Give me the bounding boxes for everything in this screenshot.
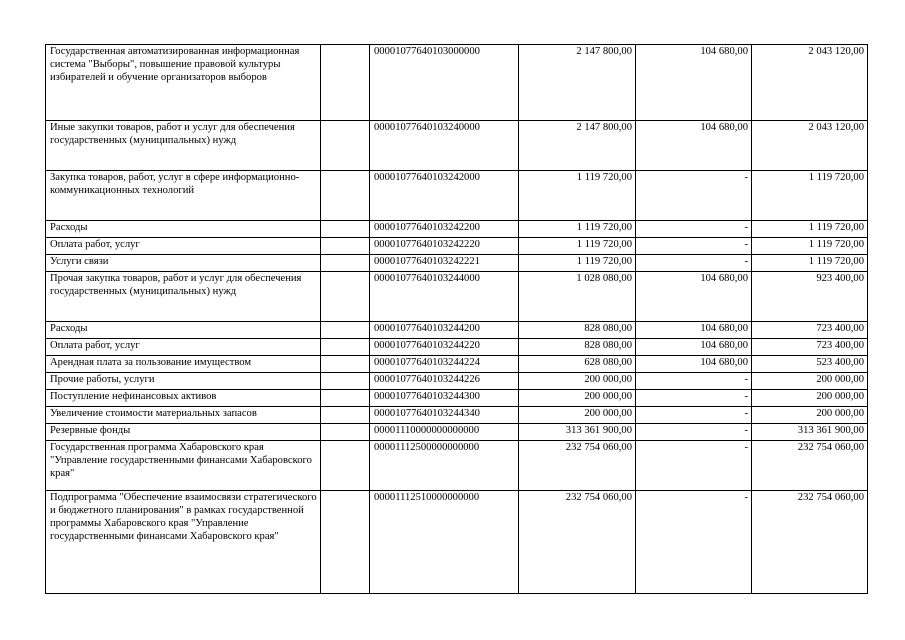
row-unexecuted: 2 043 120,00 bbox=[752, 121, 868, 171]
empty-cell bbox=[321, 407, 370, 424]
row-code: 00001077640103244300 bbox=[370, 390, 519, 407]
table-row bbox=[46, 373, 868, 390]
row-code: 00001110000000000000 bbox=[370, 424, 519, 441]
table-row bbox=[46, 339, 868, 356]
row-executed: - bbox=[636, 407, 752, 424]
row-unexecuted: 232 754 060,00 bbox=[752, 441, 868, 491]
row-unexecuted: 200 000,00 bbox=[752, 390, 868, 407]
row-executed: - bbox=[636, 491, 752, 594]
row-unexecuted: 723 400,00 bbox=[752, 322, 868, 339]
row-approved: 313 361 900,00 bbox=[519, 424, 636, 441]
table-row bbox=[46, 390, 868, 407]
row-name: Государственная автоматизированная информационная система "Выборы", повышение правовой культуры избирателей и обучение организаторов выборов bbox=[46, 45, 321, 121]
table-row bbox=[46, 171, 868, 221]
row-approved: 628 080,00 bbox=[519, 356, 636, 373]
row-code: 00001077640103242220 bbox=[370, 238, 519, 255]
row-unexecuted: 232 754 060,00 bbox=[752, 491, 868, 594]
row-unexecuted: 1 119 720,00 bbox=[752, 255, 868, 272]
report-page bbox=[45, 44, 868, 594]
row-code: 00001077640103244200 bbox=[370, 322, 519, 339]
row-name: Поступление нефинансовых активов bbox=[46, 390, 321, 407]
row-name: Услуги связи bbox=[46, 255, 321, 272]
row-unexecuted: 2 043 120,00 bbox=[752, 45, 868, 121]
row-name: Расходы bbox=[46, 322, 321, 339]
empty-cell bbox=[321, 356, 370, 373]
row-approved: 2 147 800,00 bbox=[519, 45, 636, 121]
row-approved: 2 147 800,00 bbox=[519, 121, 636, 171]
row-executed: - bbox=[636, 171, 752, 221]
row-code: 00001077640103242000 bbox=[370, 171, 519, 221]
row-name: Закупка товаров, работ, услуг в сфере информационно-коммуникационных технологий bbox=[46, 171, 321, 221]
empty-cell bbox=[321, 441, 370, 491]
row-code: 00001112500000000000 bbox=[370, 441, 519, 491]
row-name: Оплата работ, услуг bbox=[46, 339, 321, 356]
row-code: 00001077640103242221 bbox=[370, 255, 519, 272]
row-executed: 104 680,00 bbox=[636, 45, 752, 121]
row-approved: 232 754 060,00 bbox=[519, 491, 636, 594]
empty-cell bbox=[321, 373, 370, 390]
row-approved: 1 119 720,00 bbox=[519, 221, 636, 238]
table-row bbox=[46, 322, 868, 339]
row-name: Иные закупки товаров, работ и услуг для обеспечения государственных (муниципальных) нужд bbox=[46, 121, 321, 171]
row-code: 00001077640103000000 bbox=[370, 45, 519, 121]
row-unexecuted: 200 000,00 bbox=[752, 407, 868, 424]
row-approved: 200 000,00 bbox=[519, 407, 636, 424]
empty-cell bbox=[321, 171, 370, 221]
row-name: Подпрограмма "Обеспечение взаимосвязи стратегического и бюджетного планирования" в рамках государственной программы Хабаровского края "Управление государственными финансами Хабаровского края" bbox=[46, 491, 321, 594]
row-unexecuted: 1 119 720,00 bbox=[752, 238, 868, 255]
row-executed: - bbox=[636, 441, 752, 491]
row-executed: 104 680,00 bbox=[636, 339, 752, 356]
row-unexecuted: 1 119 720,00 bbox=[752, 171, 868, 221]
table-row bbox=[46, 121, 868, 171]
row-name: Арендная плата за пользование имуществом bbox=[46, 356, 321, 373]
empty-cell bbox=[321, 339, 370, 356]
row-unexecuted: 923 400,00 bbox=[752, 272, 868, 322]
row-approved: 200 000,00 bbox=[519, 373, 636, 390]
row-approved: 200 000,00 bbox=[519, 390, 636, 407]
empty-cell bbox=[321, 390, 370, 407]
row-code: 00001077640103240000 bbox=[370, 121, 519, 171]
row-code: 00001077640103244224 bbox=[370, 356, 519, 373]
table-row bbox=[46, 491, 868, 594]
row-executed: - bbox=[636, 221, 752, 238]
table-row bbox=[46, 407, 868, 424]
row-name: Прочие работы, услуги bbox=[46, 373, 321, 390]
row-code: 00001077640103244000 bbox=[370, 272, 519, 322]
empty-cell bbox=[321, 221, 370, 238]
empty-cell bbox=[321, 424, 370, 441]
row-executed: 104 680,00 bbox=[636, 272, 752, 322]
row-approved: 828 080,00 bbox=[519, 339, 636, 356]
row-executed: - bbox=[636, 424, 752, 441]
row-unexecuted: 200 000,00 bbox=[752, 373, 868, 390]
row-name: Прочая закупка товаров, работ и услуг для обеспечения государственных (муниципальных) нужд bbox=[46, 272, 321, 322]
row-approved: 828 080,00 bbox=[519, 322, 636, 339]
table-row bbox=[46, 221, 868, 238]
row-name: Расходы bbox=[46, 221, 321, 238]
table-row bbox=[46, 424, 868, 441]
table-row bbox=[46, 45, 868, 121]
row-name: Государственная программа Хабаровского края "Управление государственными финансами Хабаровского края" bbox=[46, 441, 321, 491]
row-unexecuted: 523 400,00 bbox=[752, 356, 868, 373]
empty-cell bbox=[321, 322, 370, 339]
row-executed: - bbox=[636, 373, 752, 390]
row-executed: 104 680,00 bbox=[636, 121, 752, 171]
empty-cell bbox=[321, 238, 370, 255]
empty-cell bbox=[321, 121, 370, 171]
row-code: 00001077640103244220 bbox=[370, 339, 519, 356]
row-code: 00001077640103244226 bbox=[370, 373, 519, 390]
row-code: 00001077640103244340 bbox=[370, 407, 519, 424]
table-row bbox=[46, 272, 868, 322]
row-executed: 104 680,00 bbox=[636, 322, 752, 339]
table-row bbox=[46, 255, 868, 272]
row-approved: 1 119 720,00 bbox=[519, 171, 636, 221]
row-approved: 232 754 060,00 bbox=[519, 441, 636, 491]
row-code: 00001112510000000000 bbox=[370, 491, 519, 594]
table-body bbox=[46, 45, 868, 594]
row-executed: 104 680,00 bbox=[636, 356, 752, 373]
row-executed: - bbox=[636, 255, 752, 272]
row-approved: 1 028 080,00 bbox=[519, 272, 636, 322]
table-row bbox=[46, 238, 868, 255]
row-code: 00001077640103242200 bbox=[370, 221, 519, 238]
empty-cell bbox=[321, 255, 370, 272]
row-name: Оплата работ, услуг bbox=[46, 238, 321, 255]
row-approved: 1 119 720,00 bbox=[519, 255, 636, 272]
row-name: Увеличение стоимости материальных запасов bbox=[46, 407, 321, 424]
row-approved: 1 119 720,00 bbox=[519, 238, 636, 255]
budget-execution-table bbox=[45, 44, 868, 594]
empty-cell bbox=[321, 272, 370, 322]
row-unexecuted: 1 119 720,00 bbox=[752, 221, 868, 238]
row-unexecuted: 313 361 900,00 bbox=[752, 424, 868, 441]
row-unexecuted: 723 400,00 bbox=[752, 339, 868, 356]
empty-cell bbox=[321, 491, 370, 594]
row-name: Резервные фонды bbox=[46, 424, 321, 441]
row-executed: - bbox=[636, 390, 752, 407]
table-row bbox=[46, 441, 868, 491]
empty-cell bbox=[321, 45, 370, 121]
table-row bbox=[46, 356, 868, 373]
row-executed: - bbox=[636, 238, 752, 255]
